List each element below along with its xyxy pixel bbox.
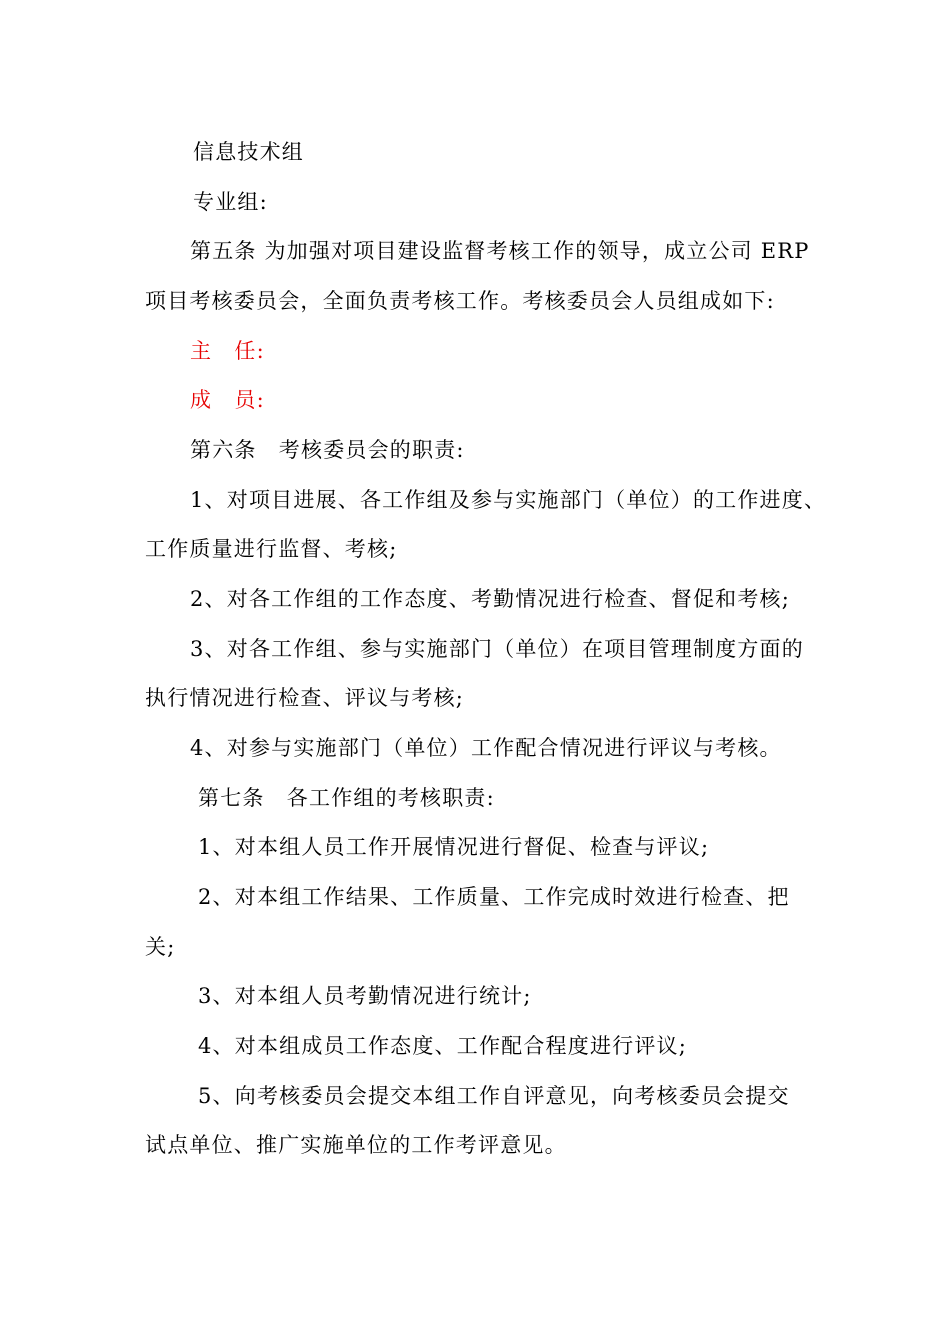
article-6-item-1-line-2: 工作质量进行监督、考核; [145,537,398,561]
article-6-item-1-line-1: 1、对项目进展、各工作组及参与实施部门（单位）的工作进度、 [190,488,827,512]
article-6-item-3-line-2: 执行情况进行检查、评议与考核; [145,686,465,710]
article-5-line-1: 第五条 为加强对项目建设监督考核工作的领导，成立公司 ERP [190,239,810,263]
article-7-heading: 第七条 各工作组的考核职责: [198,786,495,810]
article-6-item-3-line-1: 3、对各工作组、参与实施部门（单位）在项目管理制度方面的 [190,637,804,661]
members-label: 成 员: [190,388,265,412]
article-6-item-2: 2、对各工作组的工作态度、考勤情况进行检查、督促和考核; [190,587,791,611]
article-6-item-4: 4、对参与实施部门（单位）工作配合情况进行评议与考核。 [190,736,782,760]
article-7-item-5-line-2: 试点单位、推广实施单位的工作考评意见。 [145,1133,567,1157]
group-it-line: 信息技术组 [193,140,304,164]
director-label: 主 任: [190,339,265,363]
group-professional-line: 专业组: [193,190,268,214]
article-7-item-1: 1、对本组人员工作开展情况进行督促、检查与评议; [198,835,710,859]
article-6-heading: 第六条 考核委员会的职责: [190,438,465,462]
article-7-item-4: 4、对本组成员工作态度、工作配合程度进行评议; [198,1034,688,1058]
article-7-item-5-line-1: 5、向考核委员会提交本组工作自评意见，向考核委员会提交 [198,1084,790,1108]
article-7-item-2-line-2: 关; [145,935,176,959]
article-7-item-3: 3、对本组人员考勤情况进行统计; [198,984,532,1008]
article-7-item-2-line-1: 2、对本组工作结果、工作质量、工作完成时效进行检查、把 [198,885,790,909]
article-5-line-2: 项目考核委员会，全面负责考核工作。考核委员会人员组成如下: [145,289,775,313]
